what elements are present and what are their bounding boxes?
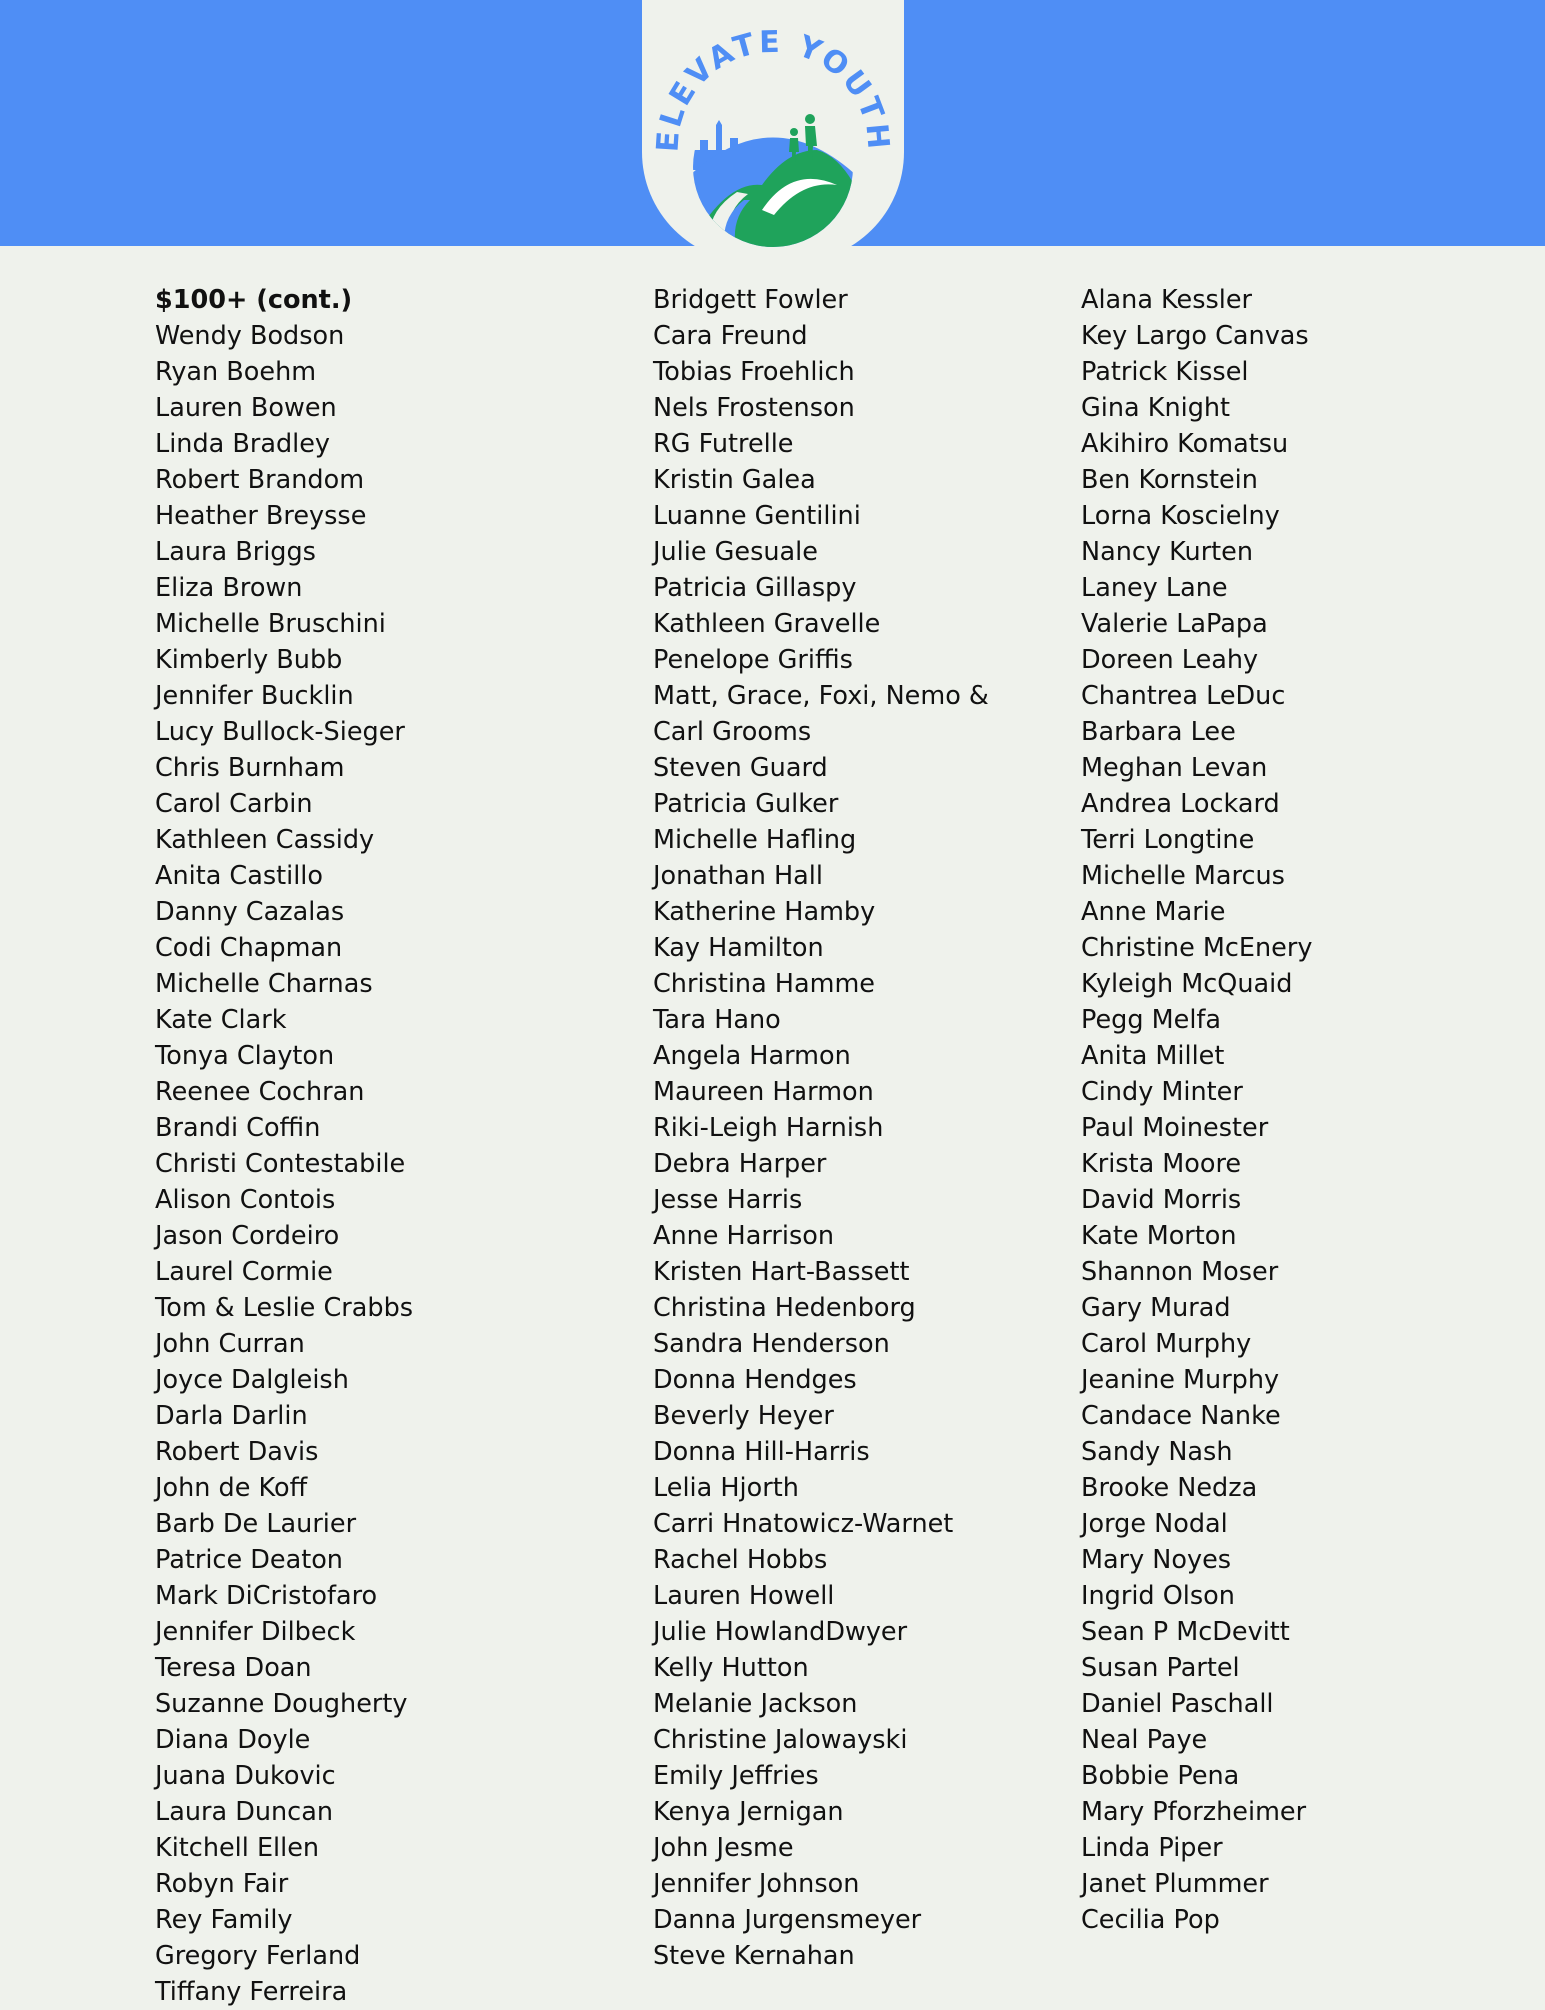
donor-name: Valerie LaPapa [1081, 609, 1268, 639]
donor-name: Jennifer Johnson [653, 1869, 860, 1899]
donor-name: Joyce Dalgleish [155, 1365, 349, 1395]
donor-name: Pegg Melfa [1081, 1005, 1222, 1035]
donor-name: Tara Hano [653, 1005, 781, 1035]
donor-name: Barbara Lee [1081, 717, 1236, 747]
donor-name: Laurel Cormie [155, 1257, 333, 1287]
donor-name: Christine McEnery [1081, 933, 1313, 963]
donor-name: Neal Paye [1081, 1725, 1208, 1755]
donor-name: Katherine Hamby [653, 897, 876, 927]
donor-name: Jennifer Dilbeck [155, 1617, 356, 1647]
donor-name: Donna Hill-Harris [653, 1437, 870, 1467]
donor-name: Carl Grooms [653, 717, 812, 747]
donor-name: Patricia Gulker [653, 789, 839, 819]
donor-name: John de Koff [155, 1473, 308, 1503]
donor-name: Daniel Paschall [1081, 1689, 1274, 1719]
donor-name: Ryan Boehm [155, 357, 317, 387]
donor-name: Jason Cordeiro [155, 1221, 340, 1251]
donor-name: Robyn Fair [155, 1869, 289, 1899]
donor-name: Key Largo Canvas [1081, 321, 1309, 351]
donor-name: Cecilia Pop [1081, 1905, 1220, 1935]
donor-name: Robert Davis [155, 1437, 319, 1467]
donor-name: Susan Partel [1081, 1653, 1240, 1683]
logo-emblem [682, 120, 872, 262]
donor-name: Candace Nanke [1081, 1401, 1281, 1431]
donor-name: Jorge Nodal [1081, 1509, 1228, 1539]
donor-name: Julie Gesuale [653, 537, 818, 567]
donor-name: Mark DiCristofaro [155, 1581, 378, 1611]
donor-name: Anita Millet [1081, 1041, 1225, 1071]
donor-name: Jennifer Bucklin [155, 681, 354, 711]
donor-name: Nels Frostenson [653, 393, 855, 423]
donor-name: Beverly Heyer [653, 1401, 834, 1431]
donor-name: Kimberly Bubb [155, 645, 343, 675]
donor-name: Angela Harmon [653, 1041, 851, 1071]
donor-name: Rachel Hobbs [653, 1545, 828, 1575]
donor-name: Diana Doyle [155, 1725, 311, 1755]
donor-name: Melanie Jackson [653, 1689, 858, 1719]
donor-name: Patrick Kissel [1081, 357, 1249, 387]
donor-name: Carol Murphy [1081, 1329, 1252, 1359]
donor-name: Chris Burnham [155, 753, 345, 783]
donor-name: Emily Jeffries [653, 1761, 819, 1791]
donor-name: Mary Pforzheimer [1081, 1797, 1307, 1827]
donor-name: Danny Cazalas [155, 897, 345, 927]
donor-name: Lauren Bowen [155, 393, 337, 423]
donor-name: Gregory Ferland [155, 1941, 361, 1971]
donor-name: Kyleigh McQuaid [1081, 969, 1293, 999]
donor-name: Lucy Bullock-Sieger [155, 717, 405, 747]
donor-name: Reenee Cochran [155, 1077, 365, 1107]
donor-name: Janet Plummer [1081, 1869, 1269, 1899]
donor-name: Anita Castillo [155, 861, 323, 891]
donor-name: Debra Harper [653, 1149, 827, 1179]
donor-name: Christi Contestabile [155, 1149, 406, 1179]
donor-name: Linda Bradley [155, 429, 331, 459]
donor-name: Nancy Kurten [1081, 537, 1254, 567]
donor-name: David Morris [1081, 1185, 1242, 1215]
donor-name: Bobbie Pena [1081, 1761, 1240, 1791]
donor-name: Shannon Moser [1081, 1257, 1279, 1287]
donor-name: Terri Longtine [1081, 825, 1255, 855]
donor-name: Tiffany Ferreira [155, 1977, 348, 2007]
donor-name: Cara Freund [653, 321, 808, 351]
donor-name: Matt, Grace, Foxi, Nemo & [653, 681, 989, 711]
donor-name: Kristin Galea [653, 465, 816, 495]
donor-name: Alana Kessler [1081, 285, 1253, 315]
donor-name: Patricia Gillaspy [653, 573, 857, 603]
donor-name: Brooke Nedza [1081, 1473, 1258, 1503]
donor-name: Kay Hamilton [653, 933, 824, 963]
donor-name: John Jesme [653, 1833, 794, 1863]
donor-name: Christina Hamme [653, 969, 875, 999]
elevate-youth-logo [642, 0, 904, 262]
logo-text-path: ELEVATE YOUTH [650, 24, 896, 154]
donor-name: Michelle Bruschini [155, 609, 386, 639]
donor-name: Ben Kornstein [1081, 465, 1258, 495]
donor-name: Sandra Henderson [653, 1329, 890, 1359]
donor-name: Anne Harrison [653, 1221, 835, 1251]
logo-text [650, 25, 895, 153]
donor-name: Jonathan Hall [653, 861, 823, 891]
donor-name: Mary Noyes [1081, 1545, 1232, 1575]
donor-name: Teresa Doan [155, 1653, 312, 1683]
donor-name: Julie HowlandDwyer [653, 1617, 908, 1647]
donor-name: Doreen Leahy [1081, 645, 1259, 675]
donor-name: Kitchell Ellen [155, 1833, 320, 1863]
donor-column-3 [1081, 282, 1312, 1938]
donor-name: Tom & Leslie Crabbs [155, 1293, 414, 1323]
donor-name: Chantrea LeDuc [1081, 681, 1286, 711]
donor-name: Christine Jalowayski [653, 1725, 908, 1755]
donor-name: Jesse Harris [653, 1185, 803, 1215]
donor-name: Carol Carbin [155, 789, 313, 819]
donor-name: Codi Chapman [155, 933, 343, 963]
donor-name: Lorna Koscielny [1081, 501, 1280, 531]
donor-name: Wendy Bodson [155, 321, 345, 351]
donor-name: Gary Murad [1081, 1293, 1231, 1323]
donor-name: Kathleen Gravelle [653, 609, 881, 639]
donor-name: Kathleen Cassidy [155, 825, 375, 855]
donor-name: Anne Marie [1081, 897, 1226, 927]
donor-column-1 [155, 282, 413, 2010]
donor-name: Maureen Harmon [653, 1077, 874, 1107]
donor-name: Meghan Levan [1081, 753, 1268, 783]
donor-name: Laura Duncan [155, 1797, 333, 1827]
section-heading: $100+ (cont.) [155, 285, 353, 315]
donor-name: Kristen Hart-Bassett [653, 1257, 910, 1287]
donor-name: Michelle Marcus [1081, 861, 1285, 891]
donor-name: Laura Briggs [155, 537, 316, 567]
donor-name: Michelle Hafling [653, 825, 857, 855]
donor-name: Gina Knight [1081, 393, 1231, 423]
donor-name: Danna Jurgensmeyer [653, 1905, 922, 1935]
donor-name: Riki-Leigh Harnish [653, 1113, 884, 1143]
donor-name: Eliza Brown [155, 573, 303, 603]
donor-name: Sean P McDevitt [1081, 1617, 1290, 1647]
donor-name: Steve Kernahan [653, 1941, 855, 1971]
donor-name: Tonya Clayton [155, 1041, 335, 1071]
donor-name: Michelle Charnas [155, 969, 373, 999]
donor-name: Lelia Hjorth [653, 1473, 799, 1503]
donor-name: Sandy Nash [1081, 1437, 1233, 1467]
donor-name: Andrea Lockard [1081, 789, 1280, 819]
donor-name: Rey Family [155, 1905, 293, 1935]
donor-name: Paul Moinester [1081, 1113, 1269, 1143]
donor-name: Jeanine Murphy [1081, 1365, 1280, 1395]
donor-name: Luanne Gentilini [653, 501, 861, 531]
donor-name: Linda Piper [1081, 1833, 1223, 1863]
donor-name: Robert Brandom [155, 465, 365, 495]
donor-name: Krista Moore [1081, 1149, 1242, 1179]
donor-name: Darla Darlin [155, 1401, 308, 1431]
donor-name: Suzanne Dougherty [155, 1689, 408, 1719]
donor-name: Kelly Hutton [653, 1653, 809, 1683]
donor-name: Bridgett Fowler [653, 285, 848, 315]
donor-column-2 [653, 282, 989, 1974]
donor-name: Heather Breysse [155, 501, 367, 531]
donor-name: Lauren Howell [653, 1581, 835, 1611]
donor-name: Carri Hnatowicz-Warnet [653, 1509, 954, 1539]
donor-name: Christina Hedenborg [653, 1293, 916, 1323]
donor-name: Cindy Minter [1081, 1077, 1243, 1107]
donor-name: Akihiro Komatsu [1081, 429, 1289, 459]
donor-name: Brandi Coffin [155, 1113, 321, 1143]
donor-name: Kate Clark [155, 1005, 287, 1035]
donor-name: Barb De Laurier [155, 1509, 357, 1539]
donor-name: Juana Dukovic [155, 1761, 336, 1791]
donor-name: Laney Lane [1081, 573, 1228, 603]
donor-name: Kate Morton [1081, 1221, 1237, 1251]
donor-name: Penelope Griffis [653, 645, 853, 675]
donor-name: Kenya Jernigan [653, 1797, 844, 1827]
donor-name: John Curran [155, 1329, 305, 1359]
donor-name: RG Futrelle [653, 429, 794, 459]
donor-name: Steven Guard [653, 753, 828, 783]
donor-name: Tobias Froehlich [653, 357, 855, 387]
donor-name: Alison Contois [155, 1185, 336, 1215]
donor-name: Patrice Deaton [155, 1545, 343, 1575]
donor-name: Donna Hendges [653, 1365, 857, 1395]
donor-name: Ingrid Olson [1081, 1581, 1235, 1611]
